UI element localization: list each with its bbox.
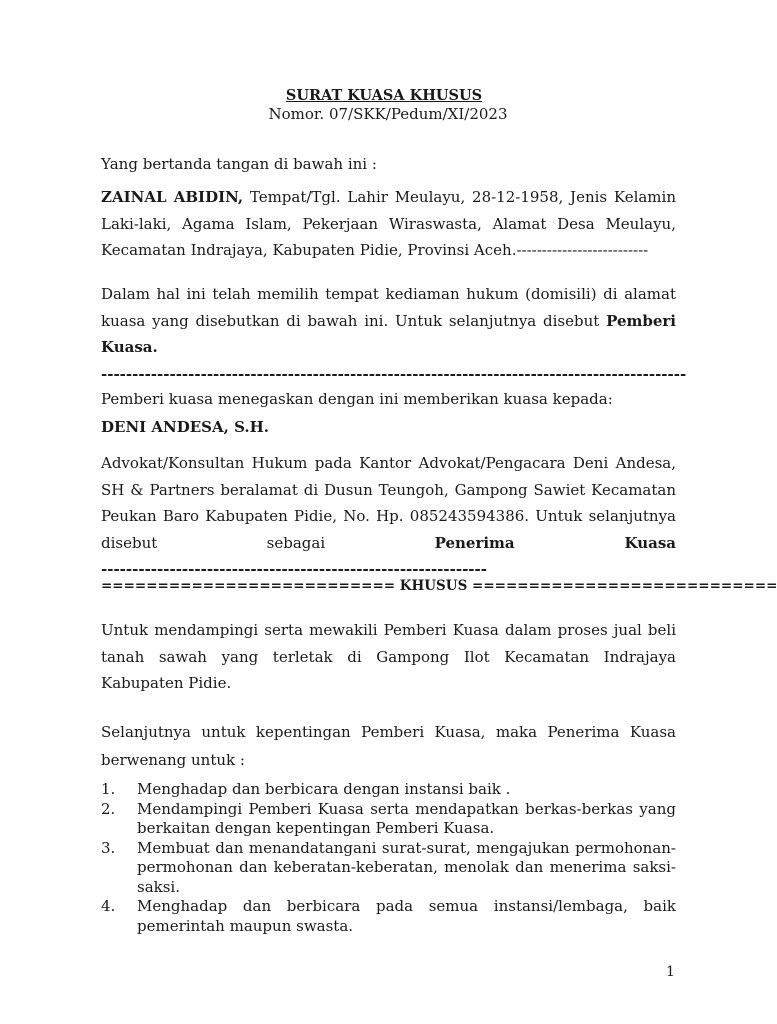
domicile-dashes: ---------------------------------------------------------------------------------------------- [101,364,687,383]
list-item-text: Menghadap dan berbicara pada semua instansi/lembaga, baik pemerintah maupun swasta. [137,897,676,935]
domicile-text: Dalam hal ini telah memilih tempat kediaman hukum (domisili) di alamat kuasa yang disebutkan di bawah ini. Untuk selanjutnya disebut [101,285,676,330]
grantee-details: Advokat/Konsultan Hukum pada Kantor Advokat/Pengacara Deni Andesa, SH & Partners beralamat di Dusun Teungoh, Gampong Sawiet Kecamatan Peukan Baro Kabupaten Pidie, No. Hp. 085243594386. Untuk selanjutnya disebut sebagai [101,454,676,552]
list-item-number: 2. [101,799,116,818]
authority-intro: Selanjutnya untuk kepentingan Pemberi Kuasa, maka Penerima Kuasa berwenang untuk : [101,723,676,769]
khusus-separator: ========================== KHUSUS =========================== [101,578,777,594]
grantee-name: DENI ANDESA, S.H. [101,418,270,436]
grantor-details: Tempat/Tgl. Lahir Meulayu, 28-12-1958, Jenis Kelamin Laki-laki, Agama Islam, Pekerjaan Wiraswasta, Alamat Desa Meulayu, Kecamatan Indrajaya, Kabupaten Pidie, Provinsi Aceh.-------------------------- [101,188,676,259]
list-item [101,897,676,936]
intro-line: Yang bertanda tangan di bawah ini : [101,155,377,173]
grantee-dashes: -------------------------------------------------------------- [101,560,487,578]
page-number: 1 [666,964,675,980]
list-item-text: Mendampingi Pemberi Kuasa serta mendapatkan berkas-berkas yang berkaitan dengan kepentingan Pemberi Kuasa. [137,799,676,837]
list-item-number: 3. [101,838,116,857]
authority-list [101,780,676,936]
list-item [101,800,676,839]
document-number: Nomor. 07/SKK/Pedum/XI/2023 [268,105,508,123]
list-item-text: Membuat dan menandatangani surat-surat, mengajukan permohonan-permohonan dan keberatan-keberatan, menolak dan menerima saksi-saksi. [137,838,676,896]
list-item-number: 1. [101,780,116,798]
grantor-name: ZAINAL ABIDIN, [101,188,244,206]
list-item [101,780,676,800]
domicile-paragraph [101,281,687,387]
grantor-paragraph [101,184,676,264]
purpose-paragraph: Untuk mendampingi serta mewakili Pemberi Kuasa dalam proses jual beli tanah sawah yang terletak di Gampong Ilot Kecamatan Indrajaya Kabupaten Pidie. [101,621,676,692]
list-item-number: 4. [101,897,116,915]
list-item [101,839,676,898]
list-item-text: Menghadap dan berbicara dengan instansi baik . [137,780,511,798]
domicile-bold: Pemberi Kuasa. [101,311,676,356]
grantee-paragraph [101,450,676,583]
grant-line: Pemberi kuasa menegaskan dengan ini memberikan kuasa kepada: [101,390,613,408]
document-title: SURAT KUASA KHUSUS [285,87,483,104]
grantee-bold: Penerima Kuasa [434,533,677,552]
